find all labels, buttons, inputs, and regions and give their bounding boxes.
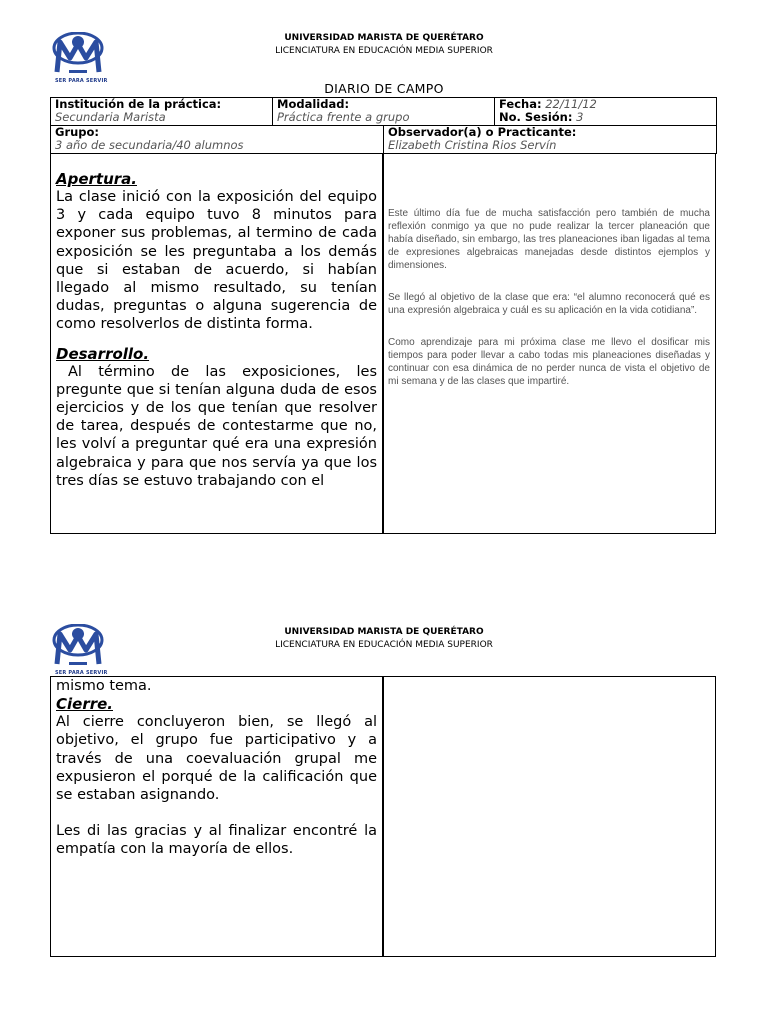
- institucion-label: Institución de la práctica:: [55, 97, 222, 111]
- desarrollo-continued: mismo tema.: [56, 678, 152, 694]
- institucion-cell: [51, 98, 273, 126]
- desarrollo-text: Al término de las exposiciones, les pregunte que si tenían alguna duda de esos ejercicios y de los que tenían que resolver de tarea, después de contestarme que no, les volví a preguntar qué era una expresión algebraica y para que nos servía ya que los tres días se estuvo trabajando con el: [56, 363, 377, 489]
- apertura-title: Apertura.: [56, 170, 137, 188]
- program-name-page2: LICENCIATURA EN EDUCACIÓN MEDIA SUPERIOR: [275, 640, 493, 650]
- modalidad-cell: [273, 98, 495, 126]
- modalidad-label: Modalidad:: [277, 97, 350, 111]
- grupo-label: Grupo:: [55, 125, 100, 139]
- institucion-value: Secundaria Marista: [55, 110, 166, 124]
- logo-motto-page2: SER PARA SERVIR: [55, 670, 108, 676]
- grupo-value: 3 año de secundaria/40 alumnos: [55, 138, 244, 152]
- fecha-cell: [495, 98, 717, 126]
- grupo-cell: [51, 126, 384, 154]
- desarrollo-title: Desarrollo.: [56, 344, 150, 363]
- reflection-paragraph-1: Este último día fue de mucha satisfacción pero también de mucha reflexión conmigo ya que no pude realizar la tercer planeación que había diseñado, sin embargo, las tres planeaciones iban ligadas al tema de expresiones algebraicas manejadas desde distintos ejemplos y dimensiones.: [388, 208, 710, 271]
- document-title: DIARIO DE CAMPO: [324, 81, 444, 96]
- reflection-paragraph-3: Como aprendizaje para mi próxima clase me llevo el dosificar mis tiempos para poder llevar a cabo todas mis planeaciones diseñadas y continuar con esa dinámica de no perder nunca de vista el objetivo de mi semana y de las clases que impartiré.: [388, 337, 710, 387]
- reflection-box-page2: [382, 676, 716, 957]
- narrative-box-page2: [50, 676, 384, 957]
- program-name: LICENCIATURA EN EDUCACIÓN MEDIA SUPERIOR: [275, 46, 493, 56]
- cierre-text-2: Les di las gracias y al finalizar encontré la empatía con la mayoría de ellos.: [56, 823, 377, 858]
- fecha-label: Fecha:: [499, 97, 542, 111]
- observador-label: Observador(a) o Practicante:: [388, 125, 577, 139]
- cierre-title: Cierre.: [56, 695, 113, 714]
- modalidad-value: Práctica frente a grupo: [277, 110, 410, 124]
- observador-cell: [384, 126, 717, 154]
- logo-motto: SER PARA SERVIR: [55, 78, 108, 84]
- university-name-page2: UNIVERSIDAD MARISTA DE QUERÉTARO: [284, 627, 484, 637]
- fecha-value: 22/11/12: [545, 97, 597, 111]
- reflection-box: [382, 153, 716, 534]
- apertura-text: La clase inició con la exposición del equipo 3 y cada equipo tuvo 8 minutos para exponer sus problemas, al termino de cada exposición se les preguntaba a los demás que si estaban de acuerdo, si habían llegado al mismo resultado, su tenían dudas, preguntas o alguna sugerencia de como resolverlos de distinta forma.: [56, 189, 377, 333]
- observador-value: Elizabeth Cristina Rios Servín: [388, 138, 557, 152]
- narrative-box-page1: [50, 153, 384, 534]
- cierre-text: Al cierre concluyeron bien, se llegó al objetivo, el grupo fue participativo y a través de una coevaluación grupal me expusieron el porqué de la calificación que se estaban asignando.: [56, 714, 377, 804]
- sesion-label: No. Sesión:: [499, 110, 573, 124]
- sesion-value: 3: [576, 110, 584, 124]
- reflection-paragraph-2: Se llegó al objetivo de la clase que era: “el alumno reconocerá qué es una expresión algebraica y cuál es su aplicación en la vida cotidiana”.: [388, 292, 710, 316]
- university-name: UNIVERSIDAD MARISTA DE QUERÉTARO: [284, 33, 484, 43]
- meta-table: [50, 97, 717, 154]
